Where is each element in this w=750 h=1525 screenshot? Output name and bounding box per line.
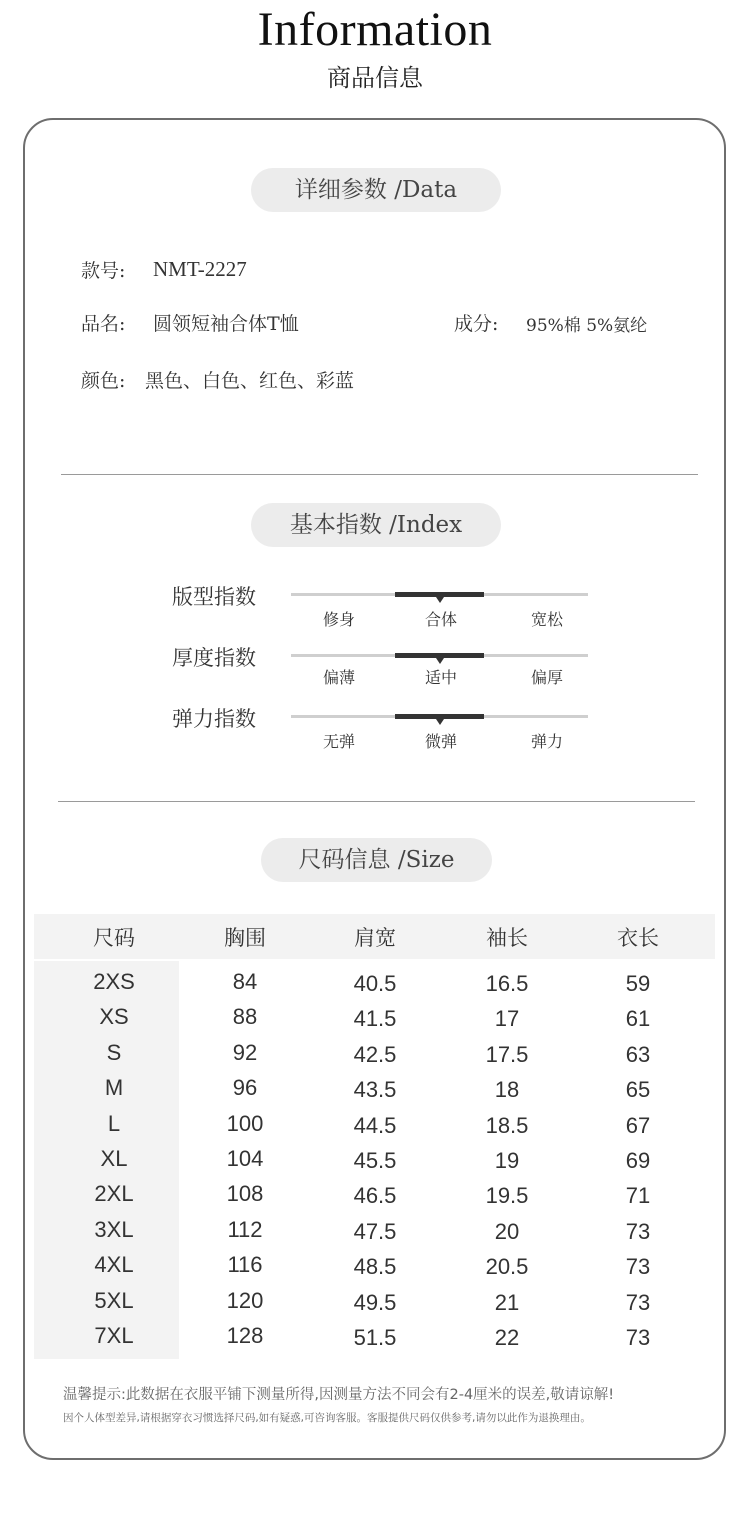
- size-label-cell: 2XS: [93, 969, 135, 994]
- size-label-cell: 4XL: [94, 1252, 134, 1278]
- table-cell: 20.5: [485, 1254, 529, 1280]
- name-value: 圆领短袖合体T恤: [153, 313, 299, 335]
- size-label-cell: S: [106, 1039, 122, 1065]
- index-label: 弹力指数: [172, 707, 256, 731]
- colors-label: 颜色:: [81, 370, 126, 392]
- model-label: 款号:: [81, 260, 126, 282]
- table-cell: 47.5: [353, 1218, 397, 1244]
- index-section-heading: 基本指数 /Index: [251, 503, 501, 547]
- index-option: 修身: [322, 610, 355, 629]
- table-cell: 96: [232, 1075, 258, 1101]
- table-header-cell: 尺码: [93, 926, 135, 950]
- table-cell: 65: [625, 1077, 651, 1103]
- material-label: 成分:: [454, 313, 499, 335]
- table-cell: 19.5: [485, 1183, 529, 1209]
- table-header-cell: 肩宽: [354, 926, 396, 950]
- table-cell: 73: [625, 1325, 651, 1350]
- size-label-cell: M: [104, 1075, 124, 1101]
- size-label-cell: 5XL: [94, 1287, 134, 1313]
- table-cell: 20: [494, 1218, 520, 1244]
- colors-value: 黑色、白色、红色、彩蓝: [145, 370, 355, 392]
- size-label-cell: L: [107, 1110, 121, 1136]
- size-label-cell: XS: [99, 1004, 129, 1030]
- data-section-heading: 详细参数 /Data: [251, 168, 501, 212]
- divider: [61, 474, 698, 475]
- table-cell: 16.5: [485, 971, 529, 996]
- index-scale-track: [291, 593, 588, 596]
- table-cell: 42.5: [353, 1041, 397, 1067]
- table-cell: 100: [226, 1110, 264, 1136]
- table-cell: 22: [494, 1325, 520, 1350]
- table-cell: 19: [494, 1148, 520, 1173]
- model-value: NMT-2227: [153, 257, 247, 281]
- table-cell: 40.5: [353, 971, 397, 996]
- table-cell: 112: [227, 1216, 263, 1242]
- index-label: 版型指数: [172, 585, 256, 609]
- table-cell: 21: [494, 1289, 520, 1315]
- table-cell: 61: [625, 1006, 651, 1032]
- table-cell: 46.5: [353, 1183, 397, 1209]
- index-option: 偏薄: [322, 668, 355, 687]
- table-cell: 49.5: [353, 1289, 397, 1315]
- table-cell: 128: [226, 1323, 264, 1348]
- index-label: 厚度指数: [172, 646, 256, 670]
- index-option: 微弹: [424, 732, 457, 751]
- table-cell: 71: [625, 1183, 651, 1209]
- table-cell: 69: [625, 1148, 651, 1173]
- table-cell: 48.5: [353, 1254, 397, 1280]
- table-cell: 73: [625, 1254, 651, 1280]
- size-label-cell: 2XL: [94, 1181, 134, 1207]
- table-cell: 120: [226, 1287, 264, 1313]
- index-option: 宽松: [530, 610, 563, 629]
- table-cell: 45.5: [353, 1148, 397, 1173]
- index-scale-track: [291, 654, 588, 657]
- size-note-primary: 温馨提示:此数据在衣服平铺下测量所得,因测量方法不同会有2-4厘米的误差,敬请谅解!: [63, 1387, 615, 1403]
- table-header-cell: 袖长: [486, 926, 528, 950]
- size-label-cell: 7XL: [94, 1323, 134, 1348]
- table-cell: 73: [625, 1289, 651, 1315]
- material-value: 95%棉 5%氨纶: [526, 316, 648, 336]
- table-cell: 84: [232, 969, 258, 994]
- page-title-en: Information: [257, 3, 493, 56]
- index-option: 适中: [424, 668, 457, 687]
- table-header-cell: 衣长: [617, 926, 659, 950]
- size-note-secondary: 因个人体型差异,请根据穿衣习惯选择尺码,如有疑惑,可咨询客服。客服提供尺码仅供参考,请勿以此作为退换理由。: [63, 1412, 591, 1424]
- table-cell: 43.5: [353, 1077, 397, 1103]
- size-label-cell: 3XL: [94, 1216, 134, 1242]
- index-option: 合体: [424, 610, 457, 629]
- index-option: 偏厚: [530, 668, 563, 687]
- table-cell: 17.5: [485, 1041, 529, 1067]
- table-cell: 41.5: [353, 1006, 397, 1032]
- table-cell: 92: [232, 1039, 258, 1065]
- index-option: 无弹: [322, 732, 355, 751]
- name-label: 品名:: [81, 313, 126, 335]
- table-cell: 116: [227, 1252, 263, 1278]
- table-cell: 18.5: [485, 1112, 529, 1138]
- page-title-cn: 商品信息: [327, 64, 423, 92]
- table-cell: 18: [494, 1077, 520, 1103]
- table-cell: 63: [625, 1041, 651, 1067]
- table-cell: 88: [232, 1004, 258, 1030]
- index-pointer-icon: [436, 719, 444, 725]
- table-cell: 67: [625, 1112, 651, 1138]
- size-section-heading: 尺码信息 /Size: [261, 838, 492, 882]
- index-option: 弹力: [530, 732, 563, 751]
- index-scale-track: [291, 715, 588, 718]
- table-cell: 44.5: [353, 1112, 397, 1138]
- table-cell: 17: [494, 1006, 520, 1032]
- table-cell: 108: [226, 1181, 264, 1207]
- table-cell: 59: [625, 971, 651, 996]
- table-header-cell: 胸围: [224, 926, 266, 950]
- table-cell: 73: [625, 1218, 651, 1244]
- size-label-cell: XL: [100, 1146, 128, 1171]
- divider: [58, 801, 695, 802]
- table-cell: 104: [226, 1146, 264, 1171]
- index-pointer-icon: [436, 658, 444, 664]
- table-cell: 51.5: [353, 1325, 397, 1350]
- index-pointer-icon: [436, 597, 444, 603]
